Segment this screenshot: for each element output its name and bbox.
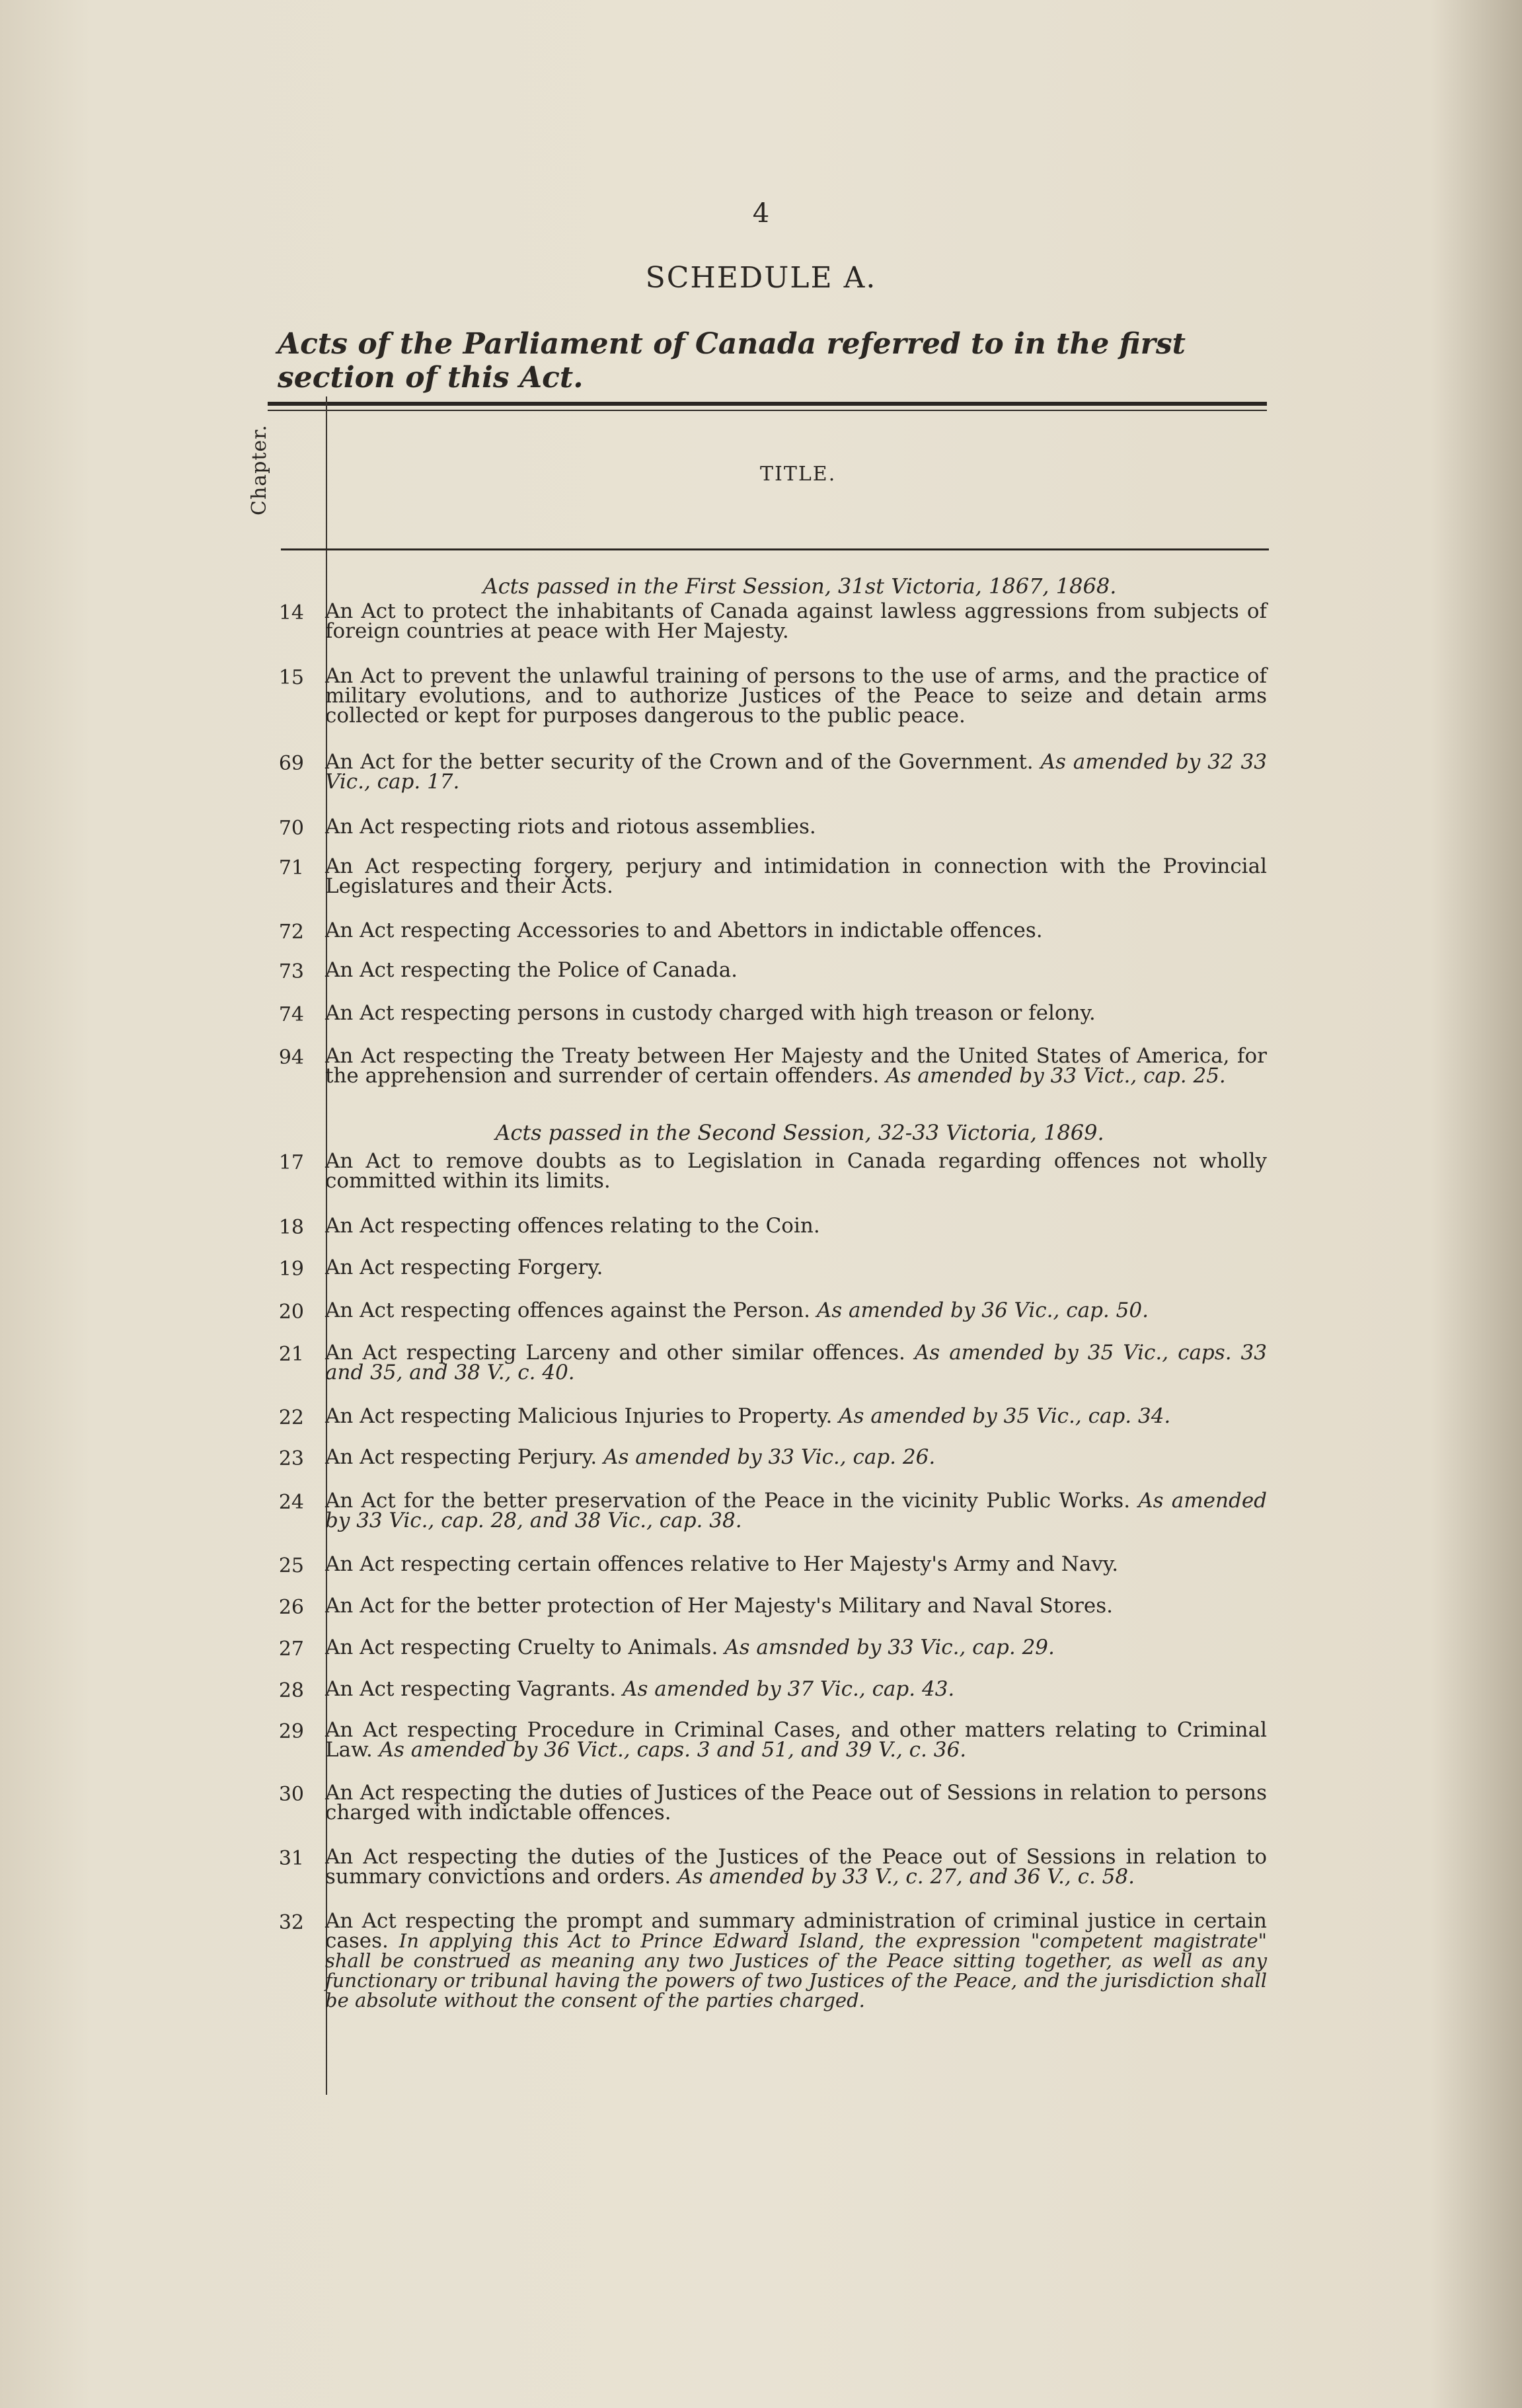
amendment-note: As amended by 36 Vict., caps. 3 and 51, and 39 V., c. 36.: [379, 1738, 967, 1762]
session-heading-second: Acts passed in the Second Session, 32-33 Victoria, 1869.: [495, 1120, 1104, 1145]
act-title: An Act respecting certain offences relative to Her Majesty's Army and Navy.: [325, 1552, 1119, 1576]
amendment-note: As amended by 33 Vict., cap. 25.: [886, 1064, 1226, 1088]
chapter-number: 21: [278, 1343, 304, 1366]
chapter-number: 32: [278, 1911, 304, 1934]
chapter-number: 30: [278, 1783, 304, 1806]
chapter-number: 73: [278, 960, 304, 983]
column-divider: [326, 396, 327, 2095]
chapter-number: 23: [278, 1447, 304, 1470]
act-title: An Act respecting Vagrants. As amended by 37 Vic., cap. 43.: [325, 1677, 955, 1701]
page-number: 4: [752, 198, 770, 229]
amendment-note: As amended by 33 Vic., cap. 26.: [603, 1445, 936, 1469]
chapter-number: 24: [278, 1491, 304, 1514]
act-title: An Act respecting persons in custody charged with high treason or felony.: [325, 1001, 1096, 1025]
amendment-note: As amended by 33 Vic., cap. 28, and 38 Vic., cap. 38.: [325, 1489, 1268, 1532]
act-title: An Act respecting Malicious Injuries to Property. As amended by 35 Vic., cap. 34.: [325, 1404, 1171, 1428]
chapter-number: 15: [278, 666, 304, 689]
act-title: An Act respecting offences against the Person. As amended by 36 Vic., cap. 50.: [325, 1298, 1149, 1322]
chapter-number: 72: [278, 921, 304, 944]
act-title: An Act respecting Procedure in Criminal Cases, and other matters relating to Criminal Law. As amended by 36 Vict., caps. 3 and 51, and 39 V., c. 36.: [325, 1718, 1267, 1762]
table-top-rule-thin: [268, 410, 1267, 411]
amendment-note: As amsnded by 33 Vic., cap. 29.: [724, 1636, 1055, 1659]
chapter-number: 22: [278, 1406, 304, 1429]
amendment-note: As amended by 35 Vic., caps. 33 and 35, and 38 V., c. 40.: [325, 1341, 1267, 1384]
act-title: An Act to prevent the unlawful training of persons to the use of arms, and the practice of military evolutions, and to authorize Justices of the Peace to seize and detain arms collected or kept for purposes dangerous to the public peace.: [325, 664, 1267, 728]
act-title: An Act respecting riots and riotous assemblies.: [325, 815, 816, 839]
act-title: An Act respecting Accessories to and Abettors in indictable offences.: [325, 919, 1043, 942]
chapter-number: 71: [278, 856, 304, 880]
act-title: An Act for the better preservation of the Peace in the vicinity Public Works. As amended by 33 Vic., cap. 28, and 38 Vic., cap. 38.: [325, 1489, 1268, 1532]
act-title: An Act respecting Forgery.: [325, 1256, 603, 1279]
chapter-number: 27: [278, 1637, 304, 1661]
chapter-number: 25: [278, 1554, 304, 1577]
amendment-note: As amended by 35 Vic., cap. 34.: [839, 1404, 1171, 1428]
act-title: An Act respecting the duties of Justices of the Peace out of Sessions in relation to persons charged with indictable offences.: [325, 1781, 1267, 1825]
act-title: An Act for the better security of the Crown and of the Government. As amended by 32 33 Vic., cap. 17.: [325, 750, 1268, 794]
act-title: An Act respecting the prompt and summary administration of criminal justice in certain cases. In applying this Act to Prince Edward Island, the expression "competent magistrate" shall be construed as meaning any two Justices of the Peace sitting together, as well as any functionary or tribunal having the powers of two Justices of the Peace, and the jurisdiction shall be absolute without the consent of the parties charged.: [325, 1909, 1268, 2012]
chapter-number: 14: [278, 601, 304, 624]
chapter-number: 28: [278, 1679, 304, 1702]
chapter-number: 19: [278, 1258, 304, 1281]
amendment-note: As amended by 37 Vic., cap. 43.: [623, 1677, 955, 1701]
chapter-number: 18: [278, 1216, 304, 1239]
chapter-column-header: Chapter.: [248, 424, 271, 515]
amendment-note: As amended by 32 33 Vic., cap. 17.: [325, 750, 1268, 794]
chapter-number: 69: [278, 752, 304, 775]
act-title: An Act respecting offences relating to the Coin.: [325, 1214, 820, 1238]
act-title: An Act respecting Perjury. As amended by 33 Vic., cap. 26.: [325, 1445, 936, 1469]
amendment-note: As amended by 33 V., c. 27, and 36 V., c. 58.: [677, 1865, 1135, 1889]
chapter-number: 31: [278, 1847, 304, 1870]
chapter-number: 20: [278, 1300, 304, 1324]
act-title: An Act respecting the duties of the Justices of the Peace out of Sessions in relation to summary convictions and orders. As amended by 33 V., c. 27, and 36 V., c. 58.: [325, 1845, 1267, 1889]
chapter-number: 94: [278, 1046, 304, 1069]
act-title: An Act to protect the inhabitants of Canada against lawless aggressions from subjects of foreign countries at peace with Her Majesty.: [325, 599, 1267, 643]
table-top-rule: [268, 402, 1267, 406]
schedule-title: SCHEDULE A.: [645, 261, 877, 295]
amendment-note: In applying this Act to Prince Edward Island, the expression "competent magistrate" shall be construed as meaning any two Justices of the Peace sitting together, as well as any functionary or tribunal having the powers of two Justices of the Peace, and the jurisdiction shall be absolute without the consent of the parties charged.: [325, 1930, 1268, 2012]
schedule-subtitle: Acts of the Parliament of Canada referred to in the first section of this Act.: [278, 327, 1186, 395]
act-title: An Act respecting forgery, perjury and intimidation in connection with the Provincial Legislatures and their Acts.: [325, 854, 1267, 898]
amendment-note: As amended by 36 Vic., cap. 50.: [816, 1298, 1149, 1322]
header-rule: [281, 548, 1269, 550]
chapter-number: 26: [278, 1596, 304, 1619]
act-title: An Act for the better protection of Her Majesty's Military and Naval Stores.: [325, 1594, 1113, 1618]
act-title: An Act respecting the Treaty between Her Majesty and the United States of America, for the apprehension and surrender of certain offenders. As amended by 33 Vict., cap. 25.: [325, 1044, 1267, 1088]
chapter-number: 29: [278, 1720, 304, 1743]
act-title: An Act respecting Cruelty to Animals. As amsnded by 33 Vic., cap. 29.: [325, 1636, 1055, 1659]
chapter-number: 74: [278, 1003, 304, 1026]
act-title: An Act respecting the Police of Canada.: [325, 958, 738, 982]
chapter-number: 70: [278, 817, 304, 840]
act-title: An Act respecting Larceny and other similar offences. As amended by 35 Vic., caps. 33 and 35, and 38 V., c. 40.: [325, 1341, 1267, 1384]
act-title: An Act to remove doubts as to Legislation in Canada regarding offences not wholly committed within its limits.: [325, 1149, 1267, 1193]
title-column-header: TITLE.: [760, 463, 837, 486]
session-heading-first: Acts passed in the First Session, 31st Victoria, 1867, 1868.: [482, 574, 1117, 599]
chapter-number: 17: [278, 1151, 304, 1174]
